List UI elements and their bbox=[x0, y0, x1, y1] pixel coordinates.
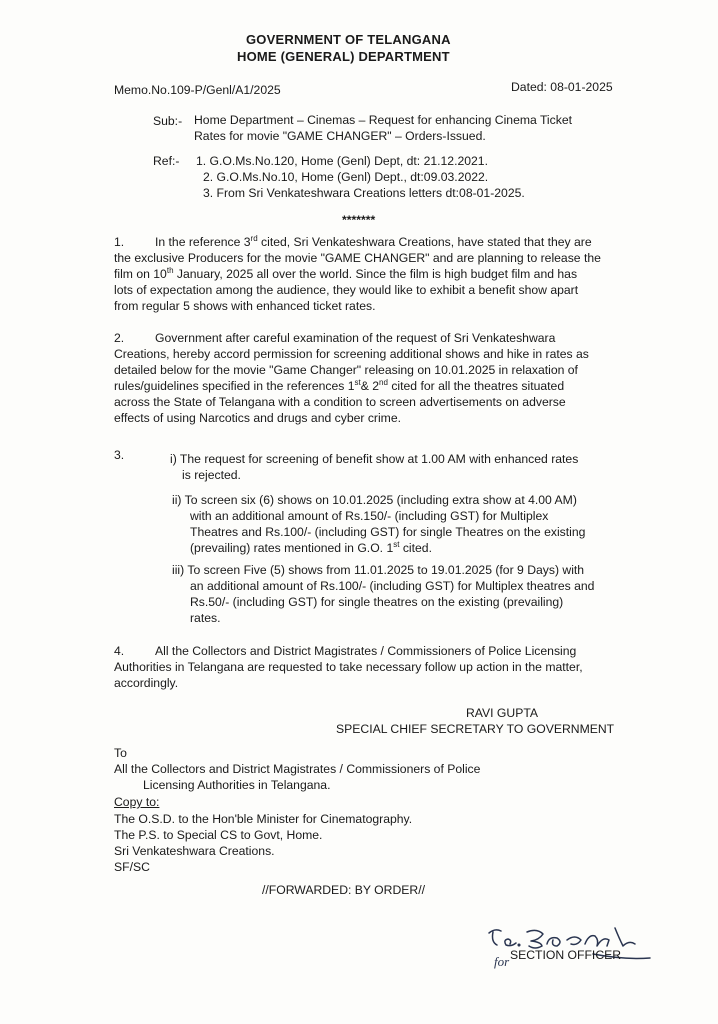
government-heading: GOVERNMENT OF TELANGANA bbox=[246, 32, 451, 47]
to-line: All the Collectors and District Magistrates / Commissioners of Police bbox=[114, 762, 481, 776]
para1-line: film on 10th January, 2025 all over the world. Since the film is high budget film and has bbox=[114, 265, 578, 281]
para3-item-line: an additional amount of Rs.100/- (including GST) for Multiplex theatres and bbox=[190, 579, 595, 593]
forwarded-line: //FORWARDED: BY ORDER// bbox=[262, 883, 425, 897]
para2-line: across the State of Telangana with a condition to screen advertisements on adverse bbox=[114, 395, 566, 409]
para3-item-line: Rs.50/- (including GST) for single theatres on the existing (prevailing) bbox=[190, 595, 564, 609]
ref-item: 1. G.O.Ms.No.120, Home (Genl) Dept, dt: 21.12.2021. bbox=[196, 154, 488, 168]
para1-line: lots of expectation among the audience, they would like to exhibit a benefit show apart bbox=[114, 283, 579, 297]
signatory-name: RAVI GUPTA bbox=[466, 706, 539, 720]
copy-item: Sri Venkateshwara Creations. bbox=[114, 844, 275, 858]
para-number: 3. bbox=[114, 448, 125, 462]
subject-label: Sub:- bbox=[153, 114, 183, 128]
department-heading: HOME (GENERAL) DEPARTMENT bbox=[237, 49, 450, 64]
para3-item-line: with an additional amount of Rs.150/- (including GST) for Multiplex bbox=[190, 509, 549, 523]
section-officer-title: SECTION OFFICER bbox=[510, 948, 622, 962]
para-number: 2. bbox=[114, 331, 125, 345]
ref-item: 2. G.O.Ms.No.10, Home (Genl) Dept., dt:09.03.2022. bbox=[203, 170, 489, 184]
para3-item-line: (prevailing) rates mentioned in G.O. 1st cited. bbox=[190, 539, 432, 555]
para1-line: the exclusive Producers for the movie "GAME CHANGER" and are planning to release the bbox=[114, 251, 601, 265]
para-number: 4. bbox=[114, 644, 125, 658]
para-number: 1. bbox=[114, 235, 125, 249]
signatory-title: SPECIAL CHIEF SECRETARY TO GOVERNMENT bbox=[336, 722, 615, 736]
para2-line: Government after careful examination of the request of Sri Venkateshwara bbox=[155, 331, 556, 345]
para2-line: detailed below for the movie "Game Changer" releasing on 10.01.2025 in relaxation of bbox=[114, 363, 578, 377]
para2-line: effects of using Narcotics and drugs and cyber crime. bbox=[114, 411, 401, 425]
to-label: To bbox=[114, 746, 127, 760]
for-prefix: for bbox=[494, 954, 510, 969]
para3-item-line: Theatres and Rs.100/- (including GST) for single Theatres on the existing bbox=[190, 525, 586, 539]
para2-line: rules/guidelines specified in the references 1st& 2nd cited for all the theatres situated bbox=[114, 377, 565, 393]
para3-item-line: i) The request for screening of benefit show at 1.00 AM with enhanced rates bbox=[170, 452, 579, 466]
para3-item-line: rates. bbox=[190, 611, 221, 625]
para3-item-line: iii) To screen Five (5) shows from 11.01.2025 to 19.01.2025 (for 9 Days) with bbox=[172, 563, 585, 577]
para4-line: All the Collectors and District Magistrates / Commissioners of Police Licensing bbox=[155, 644, 577, 658]
memo-number: Memo.No.109-P/Genl/A1/2025 bbox=[114, 83, 281, 97]
para4-line: accordingly. bbox=[114, 676, 179, 690]
copy-to-label: Copy to: bbox=[114, 795, 160, 809]
para1-line: from regular 5 shows with enhanced ticket rates. bbox=[114, 299, 376, 313]
separator: ******* bbox=[342, 213, 376, 227]
copy-item: SF/SC bbox=[114, 860, 150, 874]
copy-item: The P.S. to Special CS to Govt, Home. bbox=[114, 828, 323, 842]
to-line: Licensing Authorities in Telangana. bbox=[143, 778, 331, 792]
para4-line: Authorities in Telangana are requested to take necessary follow up action in the matter, bbox=[114, 660, 583, 674]
ref-label: Ref:- bbox=[153, 154, 180, 168]
para2-line: Creations, hereby accord permission for screening additional shows and hike in rates as bbox=[114, 347, 589, 361]
subject-line: Rates for movie "GAME CHANGER" – Orders-Issued. bbox=[194, 129, 486, 143]
subject-line: Home Department – Cinemas – Request for enhancing Cinema Ticket bbox=[194, 113, 572, 127]
memo-date: Dated: 08-01-2025 bbox=[511, 80, 613, 94]
para3-item-line: is rejected. bbox=[182, 468, 241, 482]
para1-line: In the reference 3rd cited, Sri Venkateshwara Creations, have stated that they are bbox=[155, 233, 592, 249]
para3-item-line: ii) To screen six (6) shows on 10.01.2025 (including extra show at 4.00 AM) bbox=[172, 493, 577, 507]
copy-item: The O.S.D. to the Hon'ble Minister for Cinematography. bbox=[114, 812, 413, 826]
ref-item: 3. From Sri Venkateshwara Creations letters dt:08-01-2025. bbox=[203, 186, 525, 200]
